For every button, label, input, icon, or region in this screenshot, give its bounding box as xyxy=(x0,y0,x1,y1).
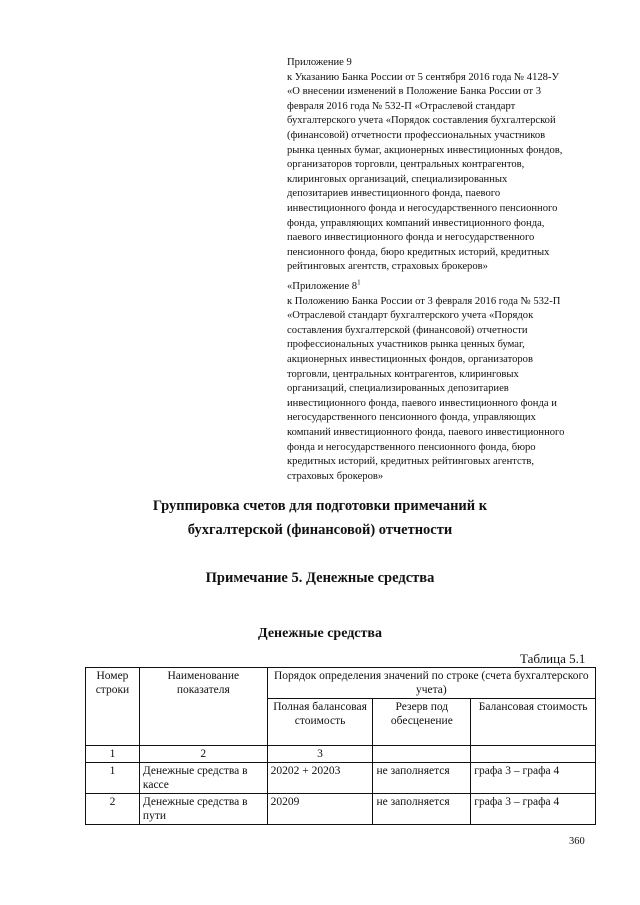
appendix-9-line: фонда, управляющих компаний инвестиционного фонда, xyxy=(287,217,545,229)
row-full-balance: 20209 xyxy=(267,794,373,825)
row-name: Денежные средства в кассе xyxy=(139,763,267,794)
appendix-9-line: «О внесении изменений в Положение Банка России от 3 xyxy=(287,86,542,98)
appendix-8-line: торговли, центральных контрагентов, клиринговых xyxy=(287,368,519,380)
appendix-9-line: бухгалтерского учета «Порядок составления бухгалтерской xyxy=(287,115,556,127)
cash-grouping-table xyxy=(85,667,596,825)
appendix-8-line: фонда и негосударственного пенсионного фонда, бюро xyxy=(287,441,536,453)
column-number-row xyxy=(86,746,596,763)
table-header-row xyxy=(86,668,596,699)
appendix-8-line: к Положению Банка России от 3 февраля 2016 года № 532-П xyxy=(287,295,561,307)
column-number: 1 xyxy=(86,746,140,763)
table-row xyxy=(86,763,596,794)
row-full-balance: 20202 + 20203 xyxy=(267,763,373,794)
appendix-8-line: профессиональных участников рынка ценных бумаг, xyxy=(287,339,525,351)
column-number: 3 xyxy=(267,746,373,763)
appendix-8-title: «Приложение $8^1$ xyxy=(287,278,361,292)
appendix-9-line: депозитариев инвестиционного фонда, паевого xyxy=(287,188,501,200)
row-number: 2 xyxy=(86,794,140,825)
header-procedure: Порядок определения значений по строке (счета бухгалтерского учета) xyxy=(267,668,595,699)
appendix-8-line: «Отраслевой стандарт бухгалтерского учета «Порядок xyxy=(287,310,534,322)
note-heading: Примечание 5. Денежные средства xyxy=(205,570,435,586)
appendix-8-line: акционерных инвестиционных фондов, организаторов xyxy=(287,353,533,365)
column-number: 2 xyxy=(139,746,267,763)
page-number: 360 xyxy=(569,836,585,847)
row-reserve: не заполняется xyxy=(373,794,471,825)
row-name: Денежные средства в пути xyxy=(139,794,267,825)
table-row xyxy=(86,794,596,825)
header-full-balance: Полная балансовая стоимость xyxy=(267,699,373,746)
appendix-9-line: организаторов торговли, центральных контрагентов, xyxy=(287,159,525,171)
document-heading-line1: Группировка счетов для подготовки примечаний к xyxy=(152,498,488,514)
row-number: 1 xyxy=(86,763,140,794)
document-heading-line2: бухгалтерской (финансовой) отчетности xyxy=(187,522,453,538)
header-indicator-name: Наименование показателя xyxy=(139,668,267,746)
appendix-9-line: к Указанию Банка России от 5 сентября 2016 года № 4128-У xyxy=(287,71,559,83)
empty-cell xyxy=(373,746,471,763)
appendix-8-line: кредитных историй, кредитных рейтинговых агентств, xyxy=(287,456,535,468)
header-balance: Балансовая стоимость xyxy=(471,699,596,746)
row-balance: графа 3 – графа 4 xyxy=(471,794,596,825)
appendix-9-line: паевого инвестиционного фонда и негосударственного xyxy=(287,232,535,244)
appendix-9-line: инвестиционного фонда и негосударственного пенсионного xyxy=(287,202,558,214)
appendix-8-line: составления бухгалтерской (финансовой) отчетности xyxy=(287,324,528,336)
table-heading: Денежные средства xyxy=(258,626,382,641)
appendix-8-line: инвестиционного фонда, паевого инвестиционного фонда и xyxy=(287,397,557,409)
appendix-9-line: февраля 2016 года № 532-П «Отраслевой стандарт xyxy=(287,100,516,112)
appendix-9-line: (финансовой) отчетности профессиональных участников xyxy=(287,129,546,141)
appendix-9-line: рынка ценных бумаг, акционерных инвестиционных фондов, xyxy=(287,144,563,156)
appendix-9-line: клиринговых организаций, специализированных xyxy=(287,173,508,185)
row-balance: графа 3 – графа 4 xyxy=(471,763,596,794)
appendix-8-header xyxy=(287,280,597,484)
appendix-9-line: рейтинговых агентств, страховых брокеров» xyxy=(287,261,488,273)
appendix-9-title: Приложение 9 xyxy=(287,57,352,68)
appendix-8-superscript: 1 xyxy=(357,278,361,287)
appendix-8-line: негосударственного пенсионного фонда, управляющих xyxy=(287,412,536,424)
appendix-8-line: компаний инвестиционного фонда, паевого инвестиционного xyxy=(287,426,565,438)
appendix-8-line: страховых брокеров» xyxy=(287,470,384,482)
empty-cell xyxy=(471,746,596,763)
table-label: Таблица 5.1 xyxy=(520,651,586,666)
appendix-8-line: организаций, специализированных депозитариев xyxy=(287,383,509,395)
header-row-number: Номер строки xyxy=(86,668,140,746)
appendix-9-header xyxy=(287,56,597,275)
header-reserve: Резерв под обесценение xyxy=(373,699,471,746)
row-reserve: не заполняется xyxy=(373,763,471,794)
appendix-9-line: пенсионного фонда, бюро кредитных историй, кредитных xyxy=(287,246,550,258)
